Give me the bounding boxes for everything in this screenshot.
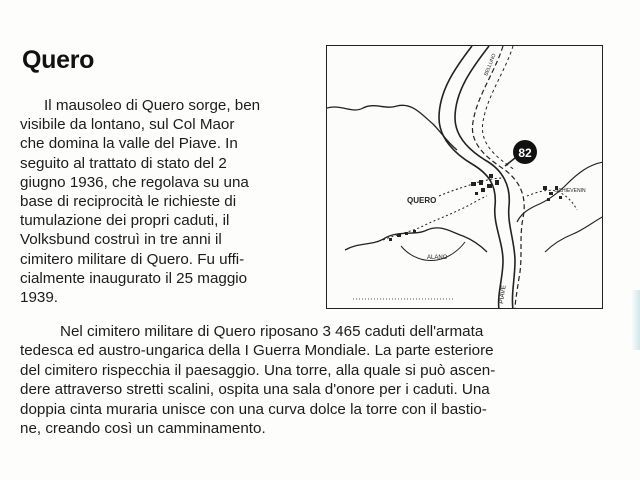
map-label-road-south: PIAVE (498, 284, 508, 305)
intro-paragraph (20, 96, 320, 307)
page-title: Quero (22, 46, 95, 74)
stream-east-2 (545, 216, 603, 252)
scan-edge-mark (632, 290, 640, 350)
body-line: doppia cinta muraria unisce con una curva dolce la torre con il bastio- (20, 400, 487, 418)
body-paragraph (20, 322, 610, 438)
body-line: dere attraverso stretti scalini, ospita una sala d'onore per i caduti. Una (20, 381, 490, 399)
map-drawing (327, 46, 603, 309)
map-marker-number: 82 (518, 146, 532, 160)
intro-line: 1939. (20, 289, 59, 307)
intro-line: tumulazione dei propri caduti, il (20, 212, 230, 230)
body-line: tedesca ed austro-ungarica della I Guerra Mondiale. La parte esteriore (20, 342, 494, 360)
intro-line: giugno 1936, che regolava su una (20, 173, 249, 191)
body-line: Nel cimitero militare di Quero riposano 3 465 caduti dell'armata (60, 323, 484, 340)
intro-line: cimitero militare di Quero. Fu uffi- (20, 250, 245, 268)
map-label-alano: ALANO (427, 255, 448, 261)
map-label-road-north: BELLUNO (483, 52, 498, 77)
body-line: ne, creando così un camminamento. (20, 420, 266, 438)
intro-line: Volksbund costruì in tre anni il (20, 231, 222, 249)
map-label-schievenin: SCHIEVENIN (555, 188, 586, 194)
stream-north-west (327, 105, 457, 150)
main-road (472, 46, 524, 309)
river-bank-west (439, 46, 503, 309)
river-bank-east (455, 46, 515, 309)
intro-line: Il mausoleo di Quero sorge, ben (44, 97, 261, 114)
intro-line: base di reciprocità le richieste di (20, 193, 237, 211)
body-line: del cimitero rispecchia il paesaggio. Una torre, alla quale si può ascen- (20, 361, 496, 379)
intro-line: cialmente inaugurato il 25 maggio (20, 269, 248, 287)
intro-line: che domina la valle del Piave. In (20, 135, 238, 153)
map-label-quero: QUERO (407, 196, 437, 205)
intro-line: seguito al trattato di stato del 2 (20, 154, 227, 172)
location-map (326, 45, 603, 309)
intro-line: visibile da lontano, sul Col Maor (20, 116, 235, 134)
